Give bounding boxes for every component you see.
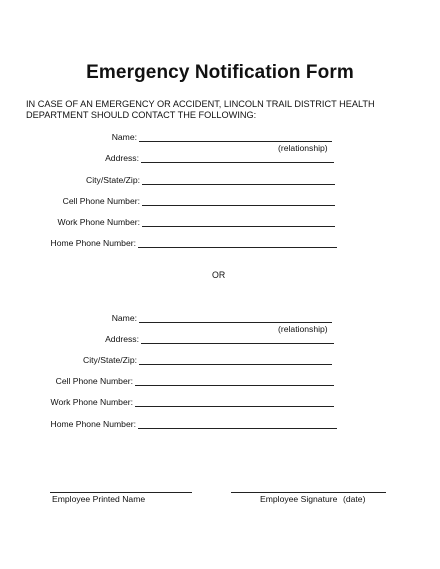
signature-label: Employee Signature <box>260 494 338 504</box>
printed-name-field[interactable] <box>50 492 192 493</box>
contact2-address-field[interactable] <box>141 343 334 344</box>
contact2-name-label: Name: <box>111 313 137 323</box>
contact2-home-field[interactable] <box>138 428 337 429</box>
contact1-city-label: City/State/Zip: <box>86 175 140 185</box>
contact1-cell-field[interactable] <box>142 205 335 206</box>
contact1-home-label: Home Phone Number: <box>50 238 136 248</box>
contact1-work-field[interactable] <box>142 226 335 227</box>
form-intro: IN CASE OF AN EMERGENCY OR ACCIDENT, LINCOLN TRAIL DISTRICT HEALTH DEPARTMENT SHOULD CONTACT THE FOLLOWING: <box>26 99 375 120</box>
contact1-relationship-hint: (relationship) <box>278 143 328 153</box>
contact1-name-field[interactable] <box>139 141 332 142</box>
contact2-cell-label: Cell Phone Number: <box>55 376 133 386</box>
contact2-work-field[interactable] <box>135 406 334 407</box>
contact2-work-label: Work Phone Number: <box>50 397 133 407</box>
contact2-home-label: Home Phone Number: <box>50 419 136 429</box>
contact2-cell-field[interactable] <box>135 385 334 386</box>
contact2-city-label: City/State/Zip: <box>83 355 137 365</box>
contact1-address-label: Address: <box>105 153 139 163</box>
contact2-city-field[interactable] <box>139 364 332 365</box>
contact2-address-label: Address: <box>105 334 139 344</box>
contact2-relationship-hint: (relationship) <box>278 324 328 334</box>
contact1-address-field[interactable] <box>141 162 334 163</box>
contact1-home-field[interactable] <box>138 247 337 248</box>
form-title: Emergency Notification Form <box>86 62 354 83</box>
or-separator: OR <box>212 270 226 280</box>
contact2-name-field[interactable] <box>139 322 332 323</box>
contact1-city-field[interactable] <box>142 184 335 185</box>
contact1-cell-label: Cell Phone Number: <box>62 196 140 206</box>
signature-field[interactable] <box>231 492 386 493</box>
contact1-work-label: Work Phone Number: <box>57 217 140 227</box>
contact1-name-label: Name: <box>111 132 137 142</box>
printed-name-label: Employee Printed Name <box>52 494 146 504</box>
date-label: (date) <box>343 494 366 504</box>
